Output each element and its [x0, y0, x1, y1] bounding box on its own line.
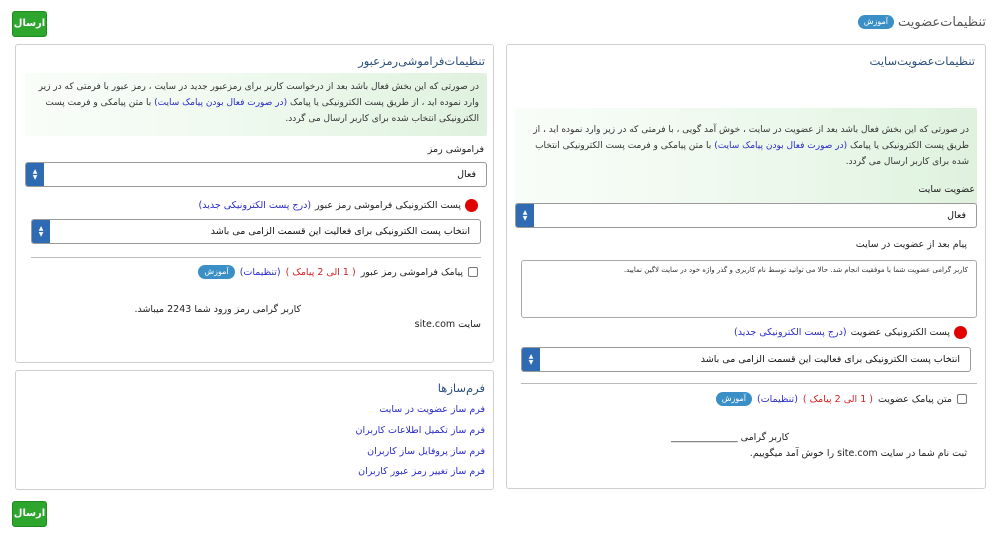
submit-button-bottom[interactable]: ارسال [12, 501, 47, 527]
forgot-email-select-value: انتخاب پست الکترونیکی برای فعالیت این قسمت الزامی می باشد [210, 226, 470, 237]
membership-preview-line-2: ثبت نام شما در سایت site.com را خوش آمد میگوییم. [749, 448, 967, 459]
membership-info-text-end: با متن پیامکی و فرمت پست الکترونیکی انتخاب شده برای کاربر ارسال می گردد. [535, 141, 969, 167]
form-link-membership[interactable]: فرم ساز عضویت در سایت [379, 404, 485, 415]
forgot-status-label: فراموشی رمز [427, 144, 484, 155]
forgot-sms-label: پیامک فراموشی رمز عبور [360, 266, 463, 278]
membership-message-label: پیام بعد از عضویت در سایت [855, 239, 967, 250]
red-dot-icon [465, 199, 478, 212]
membership-info-box [515, 108, 977, 211]
form-link-profile[interactable]: فرم ساز پروفایل ساز کاربران [367, 446, 485, 457]
forgot-email-label-row [199, 199, 478, 212]
membership-sms-label: متن پیامک عضویت [877, 393, 952, 405]
membership-panel-title: تنظیمات‌عضویت‌سایت [869, 54, 975, 68]
forgot-sms-checkbox[interactable] [468, 267, 478, 277]
forgot-info-text-end: با متن پیامکی و فرمت پست الکترونیکی انتخاب شده برای کاربر ارسال می گردد. [45, 98, 479, 124]
sort-arrows-icon: ▲ ▼ [522, 348, 540, 371]
forgot-sms-count: ( 1 الی 2 پیامک ) [285, 266, 356, 278]
membership-divider [521, 383, 977, 384]
forgot-preview-line-2: سایت site.com [414, 319, 481, 330]
forgot-panel-title: تنظیمات‌فراموشی‌رمزعبور [358, 54, 485, 68]
membership-email-label: پست الکترونیکی عضویت [850, 327, 950, 338]
forgot-password-panel [15, 44, 494, 363]
membership-email-select-value: انتخاب پست الکترونیکی برای فعالیت این قسمت الزامی می باشد [700, 354, 960, 365]
membership-sms-row [716, 392, 967, 406]
membership-sms-checkbox[interactable] [957, 394, 967, 404]
membership-email-label-row [734, 326, 967, 339]
form-builders-title: فرم‌سازها [437, 381, 485, 395]
forgot-status-select[interactable] [25, 162, 487, 187]
form-builders-panel [15, 370, 494, 490]
form-link-complete-info[interactable]: فرم ساز تکمیل اطلاعات کاربران [355, 425, 485, 436]
membership-status-label: عضویت سایت [918, 184, 975, 195]
membership-message-textarea[interactable]: کاربر گرامی عضویت شما با موفقیت انجام شد. حالا می توانید توسط نام کاربری و گذر واژه خود در سایت لاگین نمایید. [521, 260, 977, 318]
sort-arrows-icon: ▲ ▼ [32, 220, 50, 243]
forgot-email-label: پست الکترونیکی فراموشی رمز عبور [315, 200, 461, 211]
sort-arrows-icon: ▲ ▼ [516, 204, 534, 227]
page-title: تنظیمات‌عضویت [898, 14, 986, 30]
membership-status-value: فعال [947, 210, 966, 221]
forgot-info-text: در صورتی که این بخش فعال باشد بعد از درخواست کاربر برای رمزعبور جدید در سایت ، رمز عبور با فرمتی که در زیر وارد نموده اید ، از طریق پست الکترونیکی یا پیامک [38, 82, 479, 108]
forgot-sms-help-badge[interactable]: آموزش [198, 265, 234, 279]
membership-sms-help-badge[interactable]: آموزش [716, 392, 752, 406]
membership-preview-line-1: کاربر گرامی ______________ [671, 432, 789, 443]
membership-info-text: در صورتی که این بخش فعال باشد بعد از عضویت در سایت ، خوش آمد گویی ، با فرمتی که در زیر وارد نموده اید ، از طریق پست الکترونیکی یا پیامک [533, 125, 969, 151]
membership-sms-settings-link[interactable]: (تنظیمات) [756, 393, 798, 405]
forgot-divider [31, 257, 481, 258]
membership-sms-count: ( 1 الی 2 پیامک ) [802, 393, 873, 405]
membership-status-select[interactable] [515, 203, 977, 228]
forgot-info-highlight: (در صورت فعال بودن پیامک سایت) [154, 98, 288, 108]
forgot-add-email-link[interactable]: (درج پست الکترونیکی جدید) [198, 200, 312, 211]
membership-email-select[interactable] [521, 347, 971, 372]
forgot-sms-row [198, 265, 478, 279]
forgot-sms-settings-link[interactable]: (تنظیمات) [239, 266, 281, 278]
forgot-email-select[interactable] [31, 219, 481, 244]
form-link-change-password[interactable]: فرم ساز تغییر رمز عبور کاربران [358, 466, 485, 477]
red-dot-icon [954, 326, 967, 339]
page-header [858, 13, 986, 31]
sort-arrows-icon: ▲ ▼ [26, 163, 44, 186]
forgot-preview-line-1: کاربر گرامی رمز ورود شما 2243 میباشد. [134, 304, 301, 315]
membership-info-highlight: (در صورت فعال بودن پیامک سایت) [714, 141, 848, 151]
submit-button-top[interactable]: ارسال [12, 11, 47, 37]
membership-add-email-link[interactable]: (درج پست الکترونیکی جدید) [734, 327, 847, 338]
membership-settings-panel [506, 44, 986, 489]
forgot-status-value: فعال [457, 169, 476, 180]
help-badge[interactable]: آموزش [858, 15, 894, 29]
forgot-info-box [25, 73, 487, 136]
